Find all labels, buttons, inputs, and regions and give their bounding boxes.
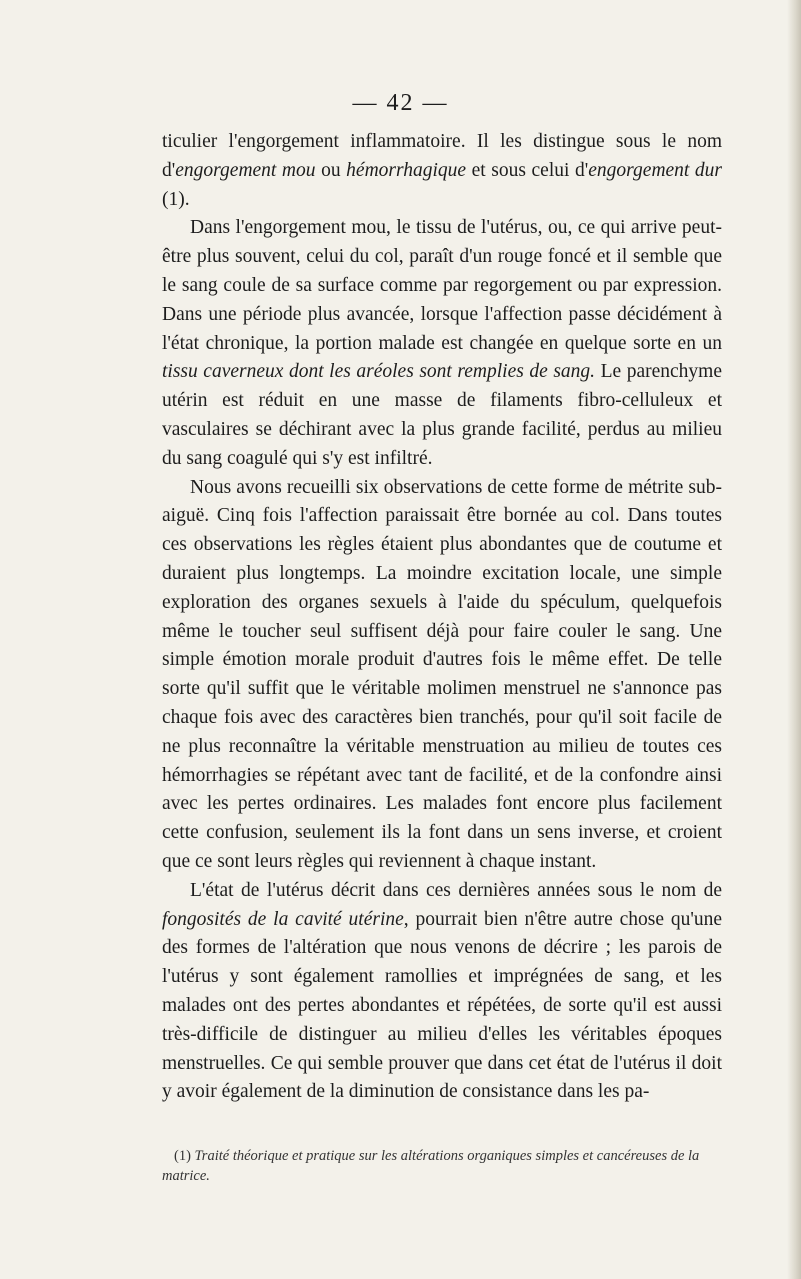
italic-term: fongosités de la cavité utérine [162,908,404,930]
text-run: Nous avons recueilli six observations de cette forme de métrite sub-aiguë. Cinq fois l'affection paraissait être bornée au col. Dans toutes ces observations les règles étaient plus abondantes que de coutume et duraient plus longtemps. La moindre excitation locale, une simple exploration des organes sexuels à l'aide du spéculum, quelquefois même le toucher seul suffisent déjà pour faire couler le sang. Une simple émotion morale produit d'autres fois le même effet. De telle sorte qu'il suffit que le véritable molimen menstruel ne s'annonce pas chaque fois avec des caractères bien tranchés, pour qu'il soit facile de ne plus reconnaître la véritable menstruation au milieu de toutes ces hémorrhagies se répétant avec tant de facilité, et de la confondre ainsi avec les pertes ordinaires. Les malades font encore plus facilement cette confusion, seulement ils la font dans un sens inverse, et croient que ce sont leurs règles qui reviennent à chaque instant. [162,476,722,872]
text-run: ticulier l'engorgement inflammatoire. Il les distingue sous le nom d' [162,131,722,181]
footnote-text: Traité théorique et pratique sur les altérations organiques simples et cancéreuses de la matrice. [162,1148,700,1184]
text-run: ou [315,159,347,181]
text-run: Dans l'engorgement mou, le tissu de l'utérus, ou, ce qui arrive peut-être plus souvent, celui du col, paraît d'un rouge foncé et il semble que le sang coule de sa surface comme par regorgement ou par expression. Dans une période plus avancée, lorsque l'affection passe décidément à l'état chronique, la portion malade est changée en quelque sorte en un [162,217,722,354]
footnote-marker: (1) [174,1148,191,1164]
italic-term: hémorrhagique [346,159,467,181]
paragraph-3 [162,474,722,877]
italic-term: engorgement dur [588,159,723,181]
italic-term: tissu caverneux dont les aréoles sont remplies de sang. [162,361,596,383]
paragraph-2 [162,214,722,473]
italic-term: engorgement mou [175,159,316,181]
footnote [162,1146,722,1186]
page-number: — 42 — [352,90,449,116]
text-run: , pourrait bien n'être autre chose qu'une des formes de l'altération que nous venons de décrire ; les parois de l'utérus y sont également ramollies et imprégnées de sang, et les malades ont des pertes abondantes et répétées, de sorte qu'il est aussi très-difficile de distinguer au milieu d'elles les véritables époques menstruelles. Ce qui semble prouver que dans cet état de l'utérus il doit y avoir également de la diminution de consistance dans les pa- [162,908,722,1103]
text-run: et sous celui d' [466,159,589,181]
paragraph-4 [162,877,722,1107]
page-edge-shadow [787,0,801,1279]
footnote-reference: (1). [162,188,190,210]
text-run: Le parenchyme utérin est réduit en une masse de filaments fibro-celluleux et vasculaires se déchirant avec la plus grande facilité, perdus au milieu du sang coagulé qui s'y est infiltré. [162,361,722,469]
paragraph-1 [162,128,722,214]
text-run: L'état de l'utérus décrit dans ces dernières années sous le nom de [190,879,722,901]
body-text [162,128,722,1107]
